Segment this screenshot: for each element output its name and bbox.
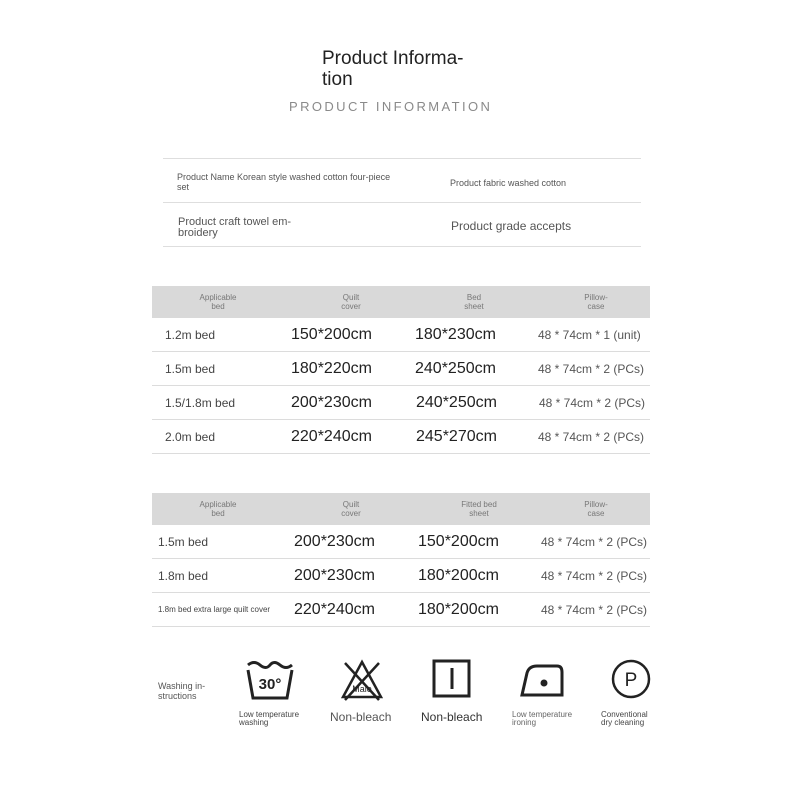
quilt-size: 200*230cm xyxy=(291,394,372,411)
bed-size: 2.0m bed xyxy=(165,430,216,444)
pillow-size: 48 * 74cm * 2 (PCs) xyxy=(538,430,645,444)
col-applicable-bed: Applicable bed xyxy=(199,500,237,518)
table-row xyxy=(152,559,650,593)
pillow-size: 48 * 74cm * 2 (PCs) xyxy=(541,535,648,549)
table-row xyxy=(152,318,650,352)
washing-instructions-label: Washing in-structions xyxy=(158,681,206,701)
dry-caption: Non-bleach xyxy=(421,710,483,724)
col-applicable-bed: Applicable bed xyxy=(199,293,237,311)
svg-text:Male: Male xyxy=(352,684,372,694)
table-row xyxy=(152,525,650,559)
col-quilt-cover: Quilt cover xyxy=(341,500,361,518)
quilt-size: 150*200cm xyxy=(291,326,372,343)
col-pillowcase: Pillow-case xyxy=(584,293,608,311)
sheet-size: 245*270cm xyxy=(416,428,497,445)
product-name: Product Name Korean style washed cotton four-piece set xyxy=(177,172,391,192)
bed-size: 1.5m bed xyxy=(165,362,216,376)
table-row xyxy=(152,386,650,420)
info-row xyxy=(163,159,641,202)
pillow-size: 48 * 74cm * 2 (PCs) xyxy=(538,362,645,376)
table-row xyxy=(152,593,650,627)
sheet-size: 150*200cm xyxy=(418,533,499,550)
col-bed-sheet: Bed sheet xyxy=(464,293,484,311)
table-header xyxy=(152,493,650,525)
svg-text:30°: 30° xyxy=(258,676,282,693)
bed-size: 1.5/1.8m bed xyxy=(165,396,236,410)
dry-clean-icon xyxy=(610,658,652,705)
col-quilt-cover: Quilt cover xyxy=(341,293,361,311)
table-row xyxy=(152,420,650,454)
hang-dry-icon xyxy=(432,659,472,704)
dry-clean-caption: Conventional dry cleaning xyxy=(601,710,648,727)
table-row xyxy=(152,352,650,386)
table-header xyxy=(152,286,650,318)
pillow-size: 48 * 74cm * 2 (PCs) xyxy=(539,396,646,410)
pillow-size: 48 * 74cm * 2 (PCs) xyxy=(541,569,648,583)
iron-caption: Low temperature ironing xyxy=(512,710,573,727)
quilt-size: 200*230cm xyxy=(294,533,375,550)
bed-size: 1.2m bed xyxy=(165,328,216,342)
sheet-size: 240*250cm xyxy=(416,394,497,411)
svg-text:P: P xyxy=(624,670,638,691)
wash-30-icon xyxy=(245,659,295,706)
sheet-size: 180*200cm xyxy=(418,567,499,584)
bed-size: 1.8m bed xyxy=(158,569,209,583)
divider xyxy=(163,246,641,247)
col-fitted-bed-sheet: Fitted bed sheet xyxy=(461,500,497,518)
info-row xyxy=(163,203,641,246)
quilt-size: 220*240cm xyxy=(294,601,375,618)
product-fabric: Product fabric washed cotton xyxy=(450,178,567,188)
page-title: Product Informa-tion xyxy=(322,48,464,90)
quilt-size: 220*240cm xyxy=(291,428,372,445)
pillow-size: 48 * 74cm * 1 (unit) xyxy=(538,328,641,342)
pillow-size: 48 * 74cm * 2 (PCs) xyxy=(541,603,648,617)
size-table-1 xyxy=(152,286,650,454)
size-table-2 xyxy=(152,493,650,627)
bleach-caption: Non-bleach xyxy=(330,710,392,724)
low-iron-icon xyxy=(517,661,567,704)
no-bleach-icon xyxy=(340,659,384,708)
sheet-size: 180*230cm xyxy=(415,326,496,343)
bed-size: 1.8m bed extra large quilt cover xyxy=(158,605,271,614)
col-pillowcase: Pillow-case xyxy=(584,500,608,518)
product-craft: Product craft towel em-broidery xyxy=(178,216,292,239)
wash-caption: Low temperature washing xyxy=(239,710,300,727)
page-subtitle: PRODUCT INFORMATION xyxy=(289,99,493,114)
quilt-size: 200*230cm xyxy=(294,567,375,584)
quilt-size: 180*220cm xyxy=(291,360,372,377)
product-info-block xyxy=(163,158,641,247)
sheet-size: 180*200cm xyxy=(418,601,499,618)
product-grade: Product grade accepts xyxy=(451,219,572,233)
sheet-size: 240*250cm xyxy=(415,360,496,377)
bed-size: 1.5m bed xyxy=(158,535,209,549)
